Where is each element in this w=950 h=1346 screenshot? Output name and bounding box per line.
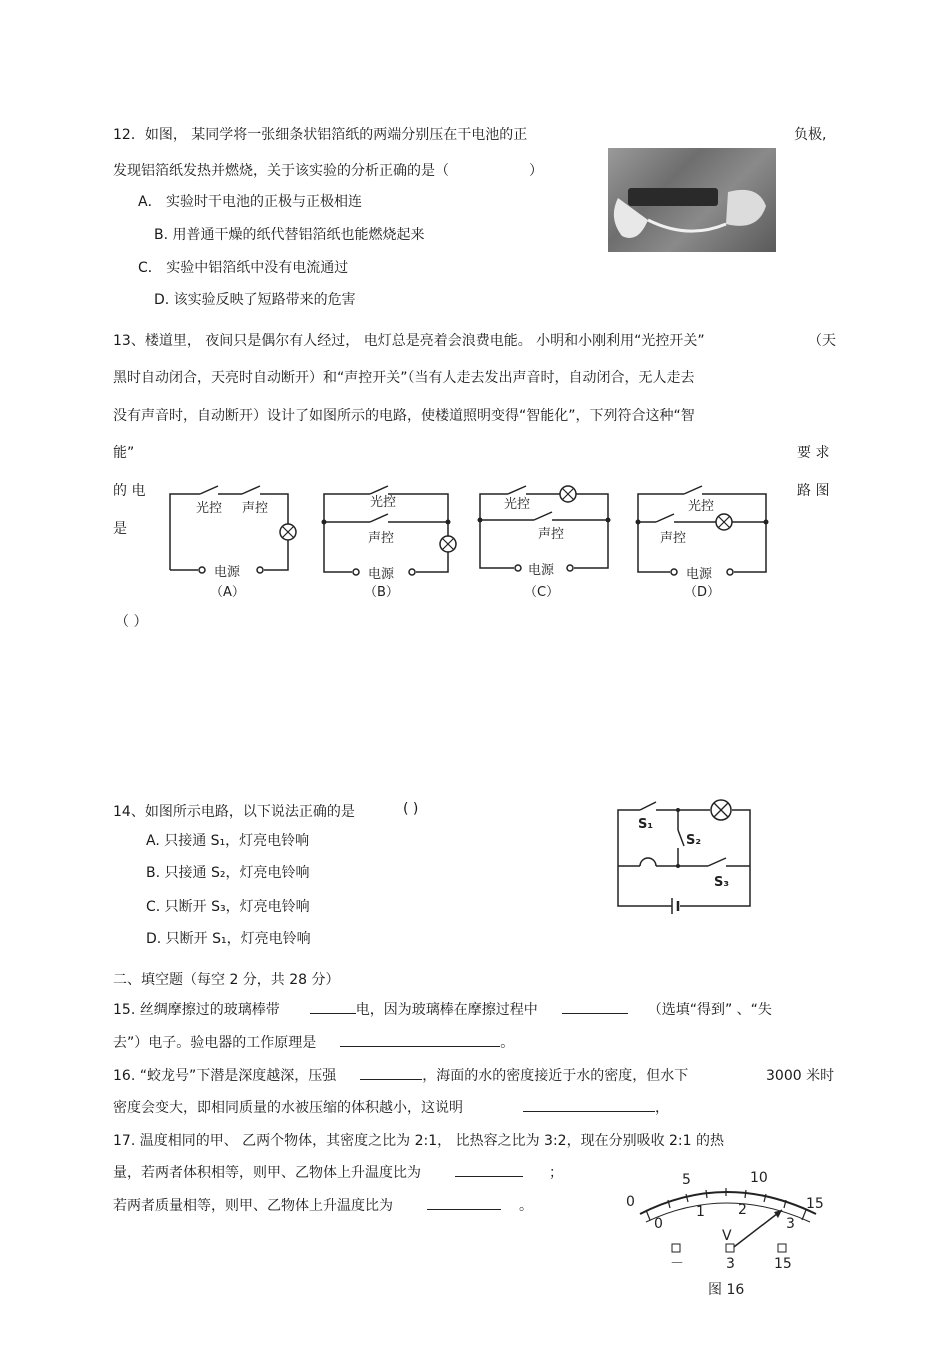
fig16-caption: 图 16 bbox=[708, 1282, 745, 1298]
q12-option-a: A． 实验时干电池的正极与正极相连 bbox=[138, 194, 363, 210]
q14-option-a: A. 只接通 S₁，灯亮电铃响 bbox=[146, 833, 310, 849]
q14-circuit-diagram bbox=[612, 796, 758, 914]
q17-blank-2[interactable] bbox=[427, 1195, 501, 1210]
q16-line1-b: ，海面的水的密度接近于水的密度，但水下 bbox=[422, 1068, 689, 1084]
q15-blank-2[interactable] bbox=[562, 999, 628, 1014]
section2-heading: 二、填空题（每空 2 分，共 28 分） bbox=[113, 972, 340, 988]
q16-line1-a: 16. “蛟龙号”下潜是深度越深，压强 bbox=[113, 1068, 337, 1084]
q13-answer-paren: （ ） bbox=[115, 614, 148, 630]
q13-line4-right: 要 求 bbox=[797, 445, 830, 461]
q17-line1: 17. 温度相同的甲、 乙两个物体，其密度之比为 2:1， 比热容之比为 3:2，现在分别吸收 2:1 的热 bbox=[113, 1133, 725, 1149]
q17-line2 bbox=[113, 1162, 563, 1182]
q16-line2 bbox=[113, 1097, 669, 1117]
q12-option-b: B. 用普通干燥的纸代替铝箔纸也能燃烧起来 bbox=[154, 227, 425, 243]
q15-line1-c: （选填“得到” 、“失 bbox=[647, 1002, 772, 1018]
q15-line2-b: 。 bbox=[500, 1035, 515, 1051]
q13-b-sound-label: 声控 bbox=[368, 531, 395, 546]
fig16-unit: V bbox=[722, 1228, 732, 1244]
fig16-outer-10: 10 bbox=[750, 1170, 768, 1186]
q12-stem-close: ） bbox=[529, 163, 543, 179]
q14-option-c: C. 只断开 S₃，灯亮电铃响 bbox=[146, 899, 310, 915]
q17-line3-a: 若两者质量相等，则甲、乙物体上升温度比为 bbox=[113, 1198, 393, 1214]
fig16-voltmeter bbox=[620, 1166, 834, 1302]
q15-line2 bbox=[113, 1032, 514, 1052]
q17-line3-b: 。 bbox=[519, 1198, 533, 1214]
q14-s2-label: S₂ bbox=[686, 833, 702, 848]
q13-c-power-label: 电源 bbox=[528, 563, 555, 578]
q14-stem: 14、如图所示电路，以下说法正确的是 bbox=[113, 804, 355, 820]
q12-stem-line1: 12．如图， 某同学将一张细条状铝箔纸的两端分别压在干电池的正 bbox=[113, 127, 528, 143]
q16-blank-2[interactable] bbox=[523, 1097, 655, 1112]
q13-c-light-label: 光控 bbox=[504, 497, 531, 512]
q13-line4-left: 能” bbox=[113, 445, 135, 461]
q15-line1 bbox=[113, 999, 772, 1019]
q13-line5-left: 的 电 bbox=[113, 483, 146, 499]
q14-option-b: B. 只接通 S₂，灯亮电铃响 bbox=[146, 865, 310, 881]
q13-line5-right: 路 图 bbox=[797, 483, 830, 499]
q15-blank-1[interactable] bbox=[310, 999, 356, 1014]
q14-answer-paren: ( ) bbox=[403, 801, 419, 817]
q13-a-sound-label: 声控 bbox=[242, 501, 269, 516]
q13-a-power-label: 电源 bbox=[214, 565, 241, 580]
q13-line3: 没有声音时，自动断开）设计了如图所示的电路，使楼道照明变得“智能化”，下列符合这种“智 bbox=[113, 408, 695, 424]
q13-c-sound-label: 声控 bbox=[538, 527, 565, 542]
q13-a-light-label: 光控 bbox=[196, 501, 223, 516]
q12-stem-right: 负极, bbox=[794, 127, 827, 143]
q15-line1-b: 电，因为玻璃棒在摩擦过程中 bbox=[355, 1002, 538, 1018]
q14-s1-label: S₁ bbox=[638, 817, 654, 832]
q15-line1-a: 15. 丝绸摩擦过的玻璃棒带 bbox=[113, 1002, 280, 1018]
fig16-inner-3: 3 bbox=[786, 1216, 795, 1232]
q13-b-power-label: 电源 bbox=[368, 567, 395, 582]
fig16-inner-1: 1 bbox=[696, 1204, 705, 1220]
q13-line1: 13、楼道里， 夜间只是偶尔有人经过， 电灯总是亮着会浪费电能。 小明和小刚利用“光控开关” bbox=[113, 333, 705, 349]
q13-d-light-label: 光控 bbox=[688, 499, 715, 514]
fig16-terminal-neg: － bbox=[670, 1256, 684, 1272]
fig16-outer-0: 0 bbox=[626, 1194, 635, 1210]
q13-circuit-diagrams bbox=[160, 480, 780, 604]
q13-c-caption: （C） bbox=[524, 585, 560, 600]
q13-line1-right: （天 bbox=[808, 333, 836, 349]
q14-s3-label: S₃ bbox=[714, 875, 730, 890]
fig16-outer-15: 15 bbox=[806, 1196, 824, 1212]
q16-blank-1[interactable] bbox=[360, 1065, 422, 1080]
fig16-terminal-15: 15 bbox=[774, 1256, 792, 1272]
fig16-terminal-3: 3 bbox=[726, 1256, 735, 1272]
q16-line1 bbox=[113, 1065, 688, 1085]
q13-d-sound-label: 声控 bbox=[660, 531, 687, 546]
q12-stem-text: 发现铝箔纸发热并燃烧，关于该实验的分析正确的是（ bbox=[113, 163, 449, 179]
q13-a-caption: （A） bbox=[210, 585, 245, 600]
q17-line2-a: 量，若两者体积相等，则甲、乙物体上升温度比为 bbox=[113, 1165, 421, 1181]
fig16-inner-0: 0 bbox=[654, 1216, 663, 1232]
q17-line2-b: ； bbox=[549, 1165, 563, 1181]
q17-blank-1[interactable] bbox=[455, 1162, 523, 1177]
q16-line2-a: 密度会变大，即相同质量的水被压缩的体积越小，这说明 bbox=[113, 1100, 463, 1116]
q15-blank-3[interactable] bbox=[340, 1032, 500, 1047]
q13-b-caption: （B） bbox=[364, 585, 399, 600]
q16-line2-b: ， bbox=[655, 1100, 669, 1116]
q12-option-d: D. 该实验反映了短路带来的危害 bbox=[154, 292, 356, 308]
q16-line1-c: 3000 米时 bbox=[766, 1068, 835, 1084]
q13-b-light-label: 光控 bbox=[370, 495, 397, 510]
q12-option-c: C． 实验中铝箔纸中没有电流通过 bbox=[138, 260, 349, 276]
q13-d-caption: （D） bbox=[684, 585, 721, 600]
battery-photo-illustration bbox=[608, 148, 776, 252]
fig16-outer-5: 5 bbox=[682, 1172, 691, 1188]
q14-option-d: D. 只断开 S₁，灯亮电铃响 bbox=[146, 931, 311, 947]
q13-line2: 黑时自动闭合，天亮时自动断开）和“声控开关”（当有人走去发出声音时，自动闭合，无人走去 bbox=[113, 370, 695, 386]
q12-battery-foil-photo bbox=[608, 148, 776, 252]
q17-line3 bbox=[113, 1195, 533, 1215]
q15-line2-a: 去”）电子。验电器的工作原理是 bbox=[113, 1035, 317, 1051]
q12-stem-line2 bbox=[113, 160, 543, 180]
q13-d-power-label: 电源 bbox=[686, 567, 713, 582]
q13-line6-left: 是 bbox=[113, 521, 127, 537]
fig16-inner-2: 2 bbox=[738, 1202, 747, 1218]
